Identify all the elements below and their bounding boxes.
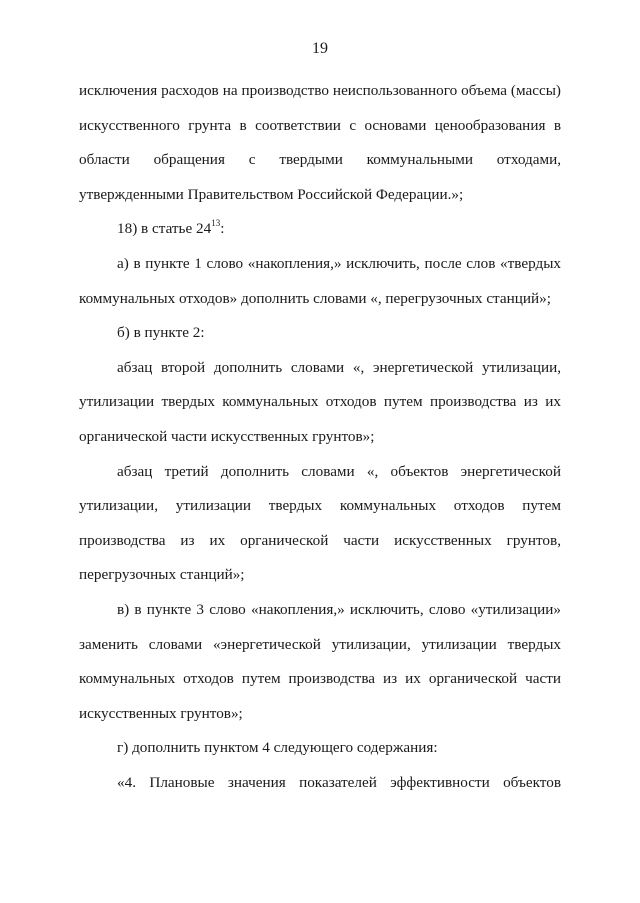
text-line: искусственного грунта в соответствии с основами ценообразования в [79,116,561,134]
text-line: искусственных грунтов»; [79,704,243,722]
superscript: 13 [211,218,221,229]
text-line: утвержденными Правительством Российской Федерации.»; [79,185,464,203]
text-line: производства из их органической части искусственных грунтов, [79,531,561,549]
paragraph [79,212,561,247]
text-line: а) в пункте 1 слово «накопления,» исключить, после слов «твердых [117,254,561,272]
text-line: «4. Плановые значения показателей эффективности объектов [117,773,561,791]
text-line: утилизации твердых коммунальных отходов путем производства из их [79,393,561,411]
text-line [79,212,561,247]
text-line: утилизации, утилизации твердых коммунальных отходов путем [79,497,561,515]
page-number: 19 [312,40,328,57]
text-fragment: : [220,220,225,238]
text-line: коммунальных отходов» дополнить словами «, перегрузочных станций»; [79,289,551,307]
text-line: области обращения с твердыми коммунальными отходами, [79,151,561,169]
paragraph [79,247,561,316]
text-line: перегрузочных станций»; [79,566,245,584]
document-body [79,74,561,800]
paragraph [79,351,561,455]
text-line: в) в пункте 3 слово «накопления,» исключить, слово «утилизации» [117,600,561,618]
text-line: заменить словами «энергетической утилизации, утилизации твердых [79,635,561,653]
paragraph [79,455,561,593]
paragraph [79,766,561,801]
paragraph [79,731,561,766]
text-line: г) дополнить пунктом 4 следующего содержания: [117,739,438,757]
text-line: б) в пункте 2: [117,324,205,342]
paragraph [79,316,561,351]
text-line: органической части искусственных грунтов»; [79,427,375,445]
paragraph [79,74,561,212]
text-line: исключения расходов на производство неиспользованного объема (массы) [79,82,561,99]
text-line: абзац второй дополнить словами «, энергетической утилизации, [117,358,561,376]
text-line: коммунальных отходов путем производства из их органической части [79,670,561,688]
paragraph [79,593,561,731]
text-fragment: 18) в статье 24 [117,220,212,238]
text-line: абзац третий дополнить словами «, объектов энергетической [117,462,561,480]
